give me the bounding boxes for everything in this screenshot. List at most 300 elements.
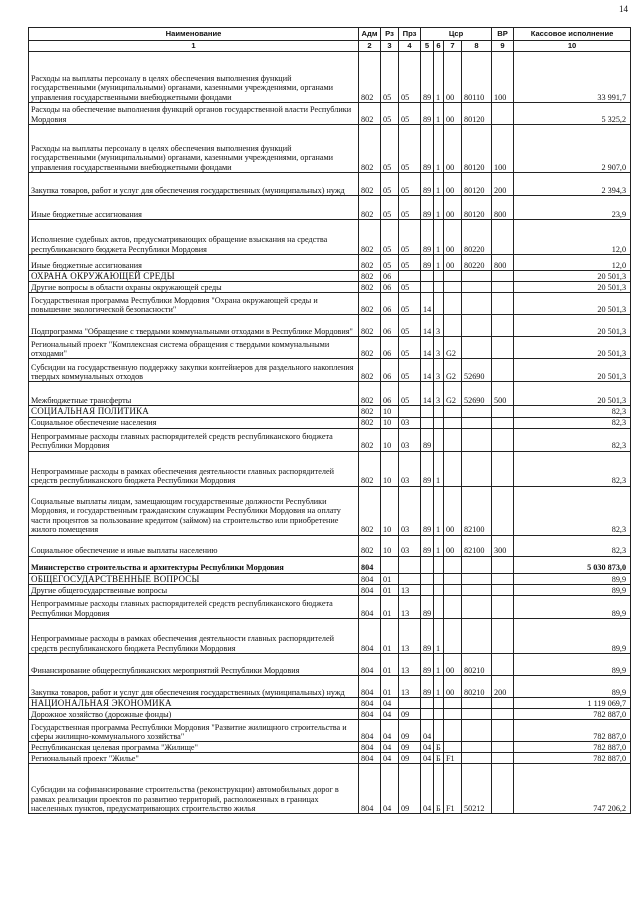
row-adm: 802 — [359, 382, 381, 406]
table-row — [29, 585, 631, 596]
row-csr-project — [444, 720, 462, 742]
row-csr-project — [444, 619, 462, 654]
row-rz: 04 — [381, 753, 399, 764]
table-row — [29, 173, 631, 196]
row-rz: 10 — [381, 535, 399, 556]
row-name: Расходы на выплаты персоналу в целях обеспечения выполнения функций государственными (муниципальными) органами, казенными учреждениями, органами управления государственными внебюджетными фондами — [29, 125, 359, 173]
row-prz: 05 — [399, 220, 421, 255]
row-name: Иные бюджетные ассигнования — [29, 255, 359, 271]
row-amount: 20 501,3 — [514, 359, 631, 382]
row-amount: 89,9 — [514, 619, 631, 654]
table-row — [29, 255, 631, 271]
row-prz — [399, 556, 421, 573]
row-adm: 802 — [359, 406, 381, 417]
row-name: Межбюджетные трансферты — [29, 382, 359, 406]
column-number-row — [29, 41, 631, 52]
table-row — [29, 742, 631, 753]
row-adm: 804 — [359, 720, 381, 742]
row-adm: 802 — [359, 486, 381, 535]
row-rz: 05 — [381, 125, 399, 173]
table-row — [29, 337, 631, 359]
row-amount: 89,9 — [514, 585, 631, 596]
row-amount: 82,3 — [514, 486, 631, 535]
row-amount: 782 887,0 — [514, 753, 631, 764]
row-adm: 804 — [359, 709, 381, 720]
row-rz: 04 — [381, 709, 399, 720]
row-csr-program — [421, 556, 434, 573]
col-num: 8 — [462, 41, 492, 52]
row-vr — [492, 709, 514, 720]
row-csr-project — [444, 742, 462, 753]
row-vr — [492, 337, 514, 359]
row-csr-subprogram — [434, 720, 444, 742]
row-csr-direction — [462, 556, 492, 573]
row-csr-program — [421, 282, 434, 293]
col-num: 7 — [444, 41, 462, 52]
row-rz: 01 — [381, 619, 399, 654]
row-prz: 03 — [399, 417, 421, 428]
row-name: Непрограммные расходы в рамках обеспечения деятельности главных распорядителей средств республиканского бюджета Республики Мордовия — [29, 619, 359, 654]
row-rz: 06 — [381, 359, 399, 382]
row-name: Региональный проект "Комплексная система обращения с твердыми коммунальными отходами" — [29, 337, 359, 359]
row-csr-program: 89 — [421, 255, 434, 271]
row-amount: 782 887,0 — [514, 720, 631, 742]
row-csr-subprogram — [434, 293, 444, 315]
row-csr-subprogram: 1 — [434, 173, 444, 196]
row-vr — [492, 619, 514, 654]
row-vr — [492, 720, 514, 742]
table-row — [29, 764, 631, 814]
row-rz: 06 — [381, 337, 399, 359]
row-csr-direction: 80210 — [462, 654, 492, 676]
row-rz: 10 — [381, 417, 399, 428]
row-csr-project: 00 — [444, 535, 462, 556]
row-csr-subprogram: 1 — [434, 619, 444, 654]
row-prz: 03 — [399, 535, 421, 556]
col-num: 9 — [492, 41, 514, 52]
row-csr-subprogram: 1 — [434, 535, 444, 556]
table-row — [29, 596, 631, 619]
row-adm: 802 — [359, 428, 381, 451]
row-vr — [492, 585, 514, 596]
header-csr: Цср — [421, 28, 492, 41]
row-csr-direction — [462, 742, 492, 753]
row-adm: 802 — [359, 535, 381, 556]
row-csr-subprogram: 1 — [434, 654, 444, 676]
row-vr — [492, 406, 514, 417]
row-csr-subprogram: 1 — [434, 220, 444, 255]
row-csr-direction — [462, 709, 492, 720]
row-adm: 802 — [359, 103, 381, 125]
row-csr-subprogram: 3 — [434, 315, 444, 337]
row-amount: 82,3 — [514, 451, 631, 486]
row-amount: 2 907,0 — [514, 125, 631, 173]
row-vr — [492, 753, 514, 764]
row-adm: 804 — [359, 619, 381, 654]
row-rz: 10 — [381, 406, 399, 417]
row-adm: 802 — [359, 52, 381, 103]
row-amount: 5 325,2 — [514, 103, 631, 125]
row-csr-program: 89 — [421, 596, 434, 619]
table-row — [29, 52, 631, 103]
row-csr-program: 89 — [421, 619, 434, 654]
row-csr-project: G2 — [444, 359, 462, 382]
row-rz: 06 — [381, 282, 399, 293]
row-vr: 200 — [492, 173, 514, 196]
row-adm: 804 — [359, 742, 381, 753]
row-csr-project — [444, 451, 462, 486]
row-csr-project: F1 — [444, 764, 462, 814]
row-csr-project: 00 — [444, 196, 462, 220]
row-vr — [492, 596, 514, 619]
row-csr-subprogram: 1 — [434, 52, 444, 103]
row-csr-program: 89 — [421, 535, 434, 556]
row-vr — [492, 764, 514, 814]
row-name: Иные бюджетные ассигнования — [29, 196, 359, 220]
row-csr-program: 04 — [421, 764, 434, 814]
row-csr-direction — [462, 753, 492, 764]
row-csr-direction: 80120 — [462, 173, 492, 196]
row-csr-direction — [462, 271, 492, 282]
row-csr-program: 89 — [421, 654, 434, 676]
row-name: Министерство строительства и архитектуры Республики Мордовия — [29, 556, 359, 573]
row-name: Непрограммные расходы в рамках обеспечения деятельности главных распорядителей средств республиканского бюджета Республики Мордовия — [29, 451, 359, 486]
row-vr — [492, 698, 514, 709]
row-csr-project: G2 — [444, 382, 462, 406]
row-csr-direction: 80220 — [462, 255, 492, 271]
row-adm: 804 — [359, 676, 381, 698]
row-name: Непрограммные расходы главных распорядителей средств республиканского бюджета Республики Мордовия — [29, 596, 359, 619]
row-prz — [399, 573, 421, 584]
row-vr: 300 — [492, 535, 514, 556]
row-adm: 802 — [359, 125, 381, 173]
table-row — [29, 428, 631, 451]
row-rz: 04 — [381, 764, 399, 814]
row-csr-program: 89 — [421, 676, 434, 698]
row-csr-program: 89 — [421, 103, 434, 125]
col-num: 6 — [434, 41, 444, 52]
row-name: НАЦИОНАЛЬНАЯ ЭКОНОМИКА — [29, 698, 359, 709]
row-csr-project: 00 — [444, 103, 462, 125]
row-csr-direction: 80120 — [462, 196, 492, 220]
row-csr-direction — [462, 428, 492, 451]
row-vr — [492, 315, 514, 337]
row-csr-project: 00 — [444, 125, 462, 173]
row-rz: 01 — [381, 676, 399, 698]
row-rz: 01 — [381, 573, 399, 584]
table-row — [29, 709, 631, 720]
row-csr-direction — [462, 417, 492, 428]
row-csr-project — [444, 293, 462, 315]
row-csr-project — [444, 573, 462, 584]
row-name: Непрограммные расходы главных распорядителей средств республиканского бюджета Республики Мордовия — [29, 428, 359, 451]
row-csr-project — [444, 282, 462, 293]
row-vr — [492, 742, 514, 753]
row-rz: 06 — [381, 315, 399, 337]
row-vr — [492, 282, 514, 293]
row-amount: 89,9 — [514, 676, 631, 698]
row-csr-direction: 82100 — [462, 486, 492, 535]
row-adm: 804 — [359, 753, 381, 764]
row-csr-subprogram: 3 — [434, 382, 444, 406]
row-vr: 200 — [492, 676, 514, 698]
row-prz: 09 — [399, 742, 421, 753]
row-amount: 82,3 — [514, 428, 631, 451]
header-row — [29, 28, 631, 41]
row-rz: 05 — [381, 52, 399, 103]
row-vr: 800 — [492, 196, 514, 220]
row-adm: 802 — [359, 220, 381, 255]
row-csr-direction — [462, 282, 492, 293]
row-csr-project — [444, 428, 462, 451]
row-amount: 89,9 — [514, 596, 631, 619]
col-num: 2 — [359, 41, 381, 52]
row-rz: 05 — [381, 255, 399, 271]
row-adm: 802 — [359, 173, 381, 196]
row-rz: 05 — [381, 173, 399, 196]
row-adm: 804 — [359, 585, 381, 596]
row-csr-subprogram: 1 — [434, 125, 444, 173]
row-name: Субсидии на софинансирование строительства (реконструкции) автомобильных дорог в рамках реализации проектов по развитию территорий, расположенных в границах населенных пунктов, предусматривающих строительство жилья — [29, 764, 359, 814]
row-csr-direction: 80210 — [462, 676, 492, 698]
row-prz: 05 — [399, 125, 421, 173]
row-adm: 804 — [359, 596, 381, 619]
row-prz: 05 — [399, 196, 421, 220]
row-csr-direction — [462, 720, 492, 742]
row-csr-project: G2 — [444, 337, 462, 359]
row-amount: 89,9 — [514, 573, 631, 584]
row-prz: 09 — [399, 720, 421, 742]
row-vr — [492, 451, 514, 486]
row-csr-program — [421, 417, 434, 428]
table-row — [29, 359, 631, 382]
row-amount: 20 501,3 — [514, 282, 631, 293]
row-csr-direction: 82100 — [462, 535, 492, 556]
row-vr — [492, 417, 514, 428]
row-csr-program: 04 — [421, 753, 434, 764]
row-prz: 13 — [399, 596, 421, 619]
row-adm: 804 — [359, 573, 381, 584]
table-row — [29, 103, 631, 125]
row-csr-program: 14 — [421, 359, 434, 382]
row-prz: 05 — [399, 315, 421, 337]
page-number: 14 — [619, 4, 628, 14]
row-csr-program — [421, 709, 434, 720]
row-csr-program: 04 — [421, 742, 434, 753]
row-name: Социальное обеспечение населения — [29, 417, 359, 428]
row-name: Расходы на обеспечение выполнения функций органов государственной власти Республики Мордовия — [29, 103, 359, 125]
row-prz: 05 — [399, 282, 421, 293]
table-row — [29, 125, 631, 173]
row-csr-subprogram: Б — [434, 742, 444, 753]
row-amount: 89,9 — [514, 654, 631, 676]
row-csr-subprogram: Б — [434, 753, 444, 764]
row-csr-project: 00 — [444, 255, 462, 271]
row-csr-subprogram: 1 — [434, 676, 444, 698]
row-csr-program — [421, 585, 434, 596]
row-csr-project: 00 — [444, 173, 462, 196]
row-amount: 12,0 — [514, 255, 631, 271]
row-rz: 06 — [381, 382, 399, 406]
col-num: 4 — [399, 41, 421, 52]
row-adm: 802 — [359, 271, 381, 282]
row-csr-direction: 80120 — [462, 125, 492, 173]
header-prz: Прз — [399, 28, 421, 41]
row-csr-subprogram: Б — [434, 764, 444, 814]
row-amount: 12,0 — [514, 220, 631, 255]
row-csr-direction — [462, 406, 492, 417]
row-rz: 04 — [381, 742, 399, 753]
row-prz: 03 — [399, 428, 421, 451]
row-rz: 01 — [381, 596, 399, 619]
table-row — [29, 451, 631, 486]
row-prz: 09 — [399, 753, 421, 764]
row-rz: 01 — [381, 654, 399, 676]
row-csr-project — [444, 698, 462, 709]
row-csr-direction: 80110 — [462, 52, 492, 103]
row-csr-project — [444, 417, 462, 428]
header-rz: Рз — [381, 28, 399, 41]
row-csr-program: 14 — [421, 315, 434, 337]
row-csr-program — [421, 698, 434, 709]
row-adm: 802 — [359, 337, 381, 359]
row-name: Другие общегосударственные вопросы — [29, 585, 359, 596]
row-csr-direction — [462, 585, 492, 596]
row-csr-project — [444, 406, 462, 417]
row-prz: 13 — [399, 619, 421, 654]
row-name: Расходы на выплаты персоналу в целях обеспечения выполнения функций государственными (муниципальными) органами, казенными учреждениями, органами управления государственными внебюджетными фондами — [29, 52, 359, 103]
row-csr-program — [421, 271, 434, 282]
row-name: Государственная программа Республики Мордовия "Охрана окружающей среды и повышение экологической безопасности" — [29, 293, 359, 315]
row-amount: 2 394,3 — [514, 173, 631, 196]
row-name: Финансирование общереспубликанских мероприятий Республики Мордовия — [29, 654, 359, 676]
row-vr — [492, 293, 514, 315]
row-amount: 782 887,0 — [514, 709, 631, 720]
row-csr-project: 00 — [444, 676, 462, 698]
row-csr-subprogram: 3 — [434, 359, 444, 382]
row-prz: 05 — [399, 103, 421, 125]
row-csr-direction: 52690 — [462, 382, 492, 406]
row-csr-direction — [462, 293, 492, 315]
row-csr-direction — [462, 315, 492, 337]
row-csr-subprogram — [434, 417, 444, 428]
row-rz: 10 — [381, 486, 399, 535]
budget-table — [28, 27, 631, 814]
row-prz: 05 — [399, 293, 421, 315]
table-row — [29, 753, 631, 764]
row-rz: 10 — [381, 451, 399, 486]
row-amount: 20 501,3 — [514, 293, 631, 315]
row-csr-project: 00 — [444, 486, 462, 535]
row-amount: 82,3 — [514, 406, 631, 417]
row-csr-program: 89 — [421, 125, 434, 173]
header-name: Наименование — [29, 28, 359, 41]
row-rz: 04 — [381, 720, 399, 742]
row-adm: 802 — [359, 315, 381, 337]
row-vr — [492, 556, 514, 573]
col-num: 1 — [29, 41, 359, 52]
row-vr — [492, 220, 514, 255]
row-adm: 802 — [359, 282, 381, 293]
row-vr — [492, 654, 514, 676]
row-amount: 33 991,7 — [514, 52, 631, 103]
row-name: Исполнение судебных актов, предусматривающих обращение взыскания на средства республиканского бюджета Республики Мордовия — [29, 220, 359, 255]
row-name: Республиканская целевая программа "Жилище" — [29, 742, 359, 753]
row-prz: 13 — [399, 585, 421, 596]
row-name: Подпрограмма "Обращение с твердыми коммунальными отходами в Республике Мордовия" — [29, 315, 359, 337]
row-csr-program: 89 — [421, 428, 434, 451]
row-name: Закупка товаров, работ и услуг для обеспечения государственных (муниципальных) нужд — [29, 173, 359, 196]
header-vr: ВР — [492, 28, 514, 41]
row-csr-project: F1 — [444, 753, 462, 764]
row-csr-subprogram: 1 — [434, 255, 444, 271]
table-row — [29, 282, 631, 293]
table-row — [29, 676, 631, 698]
table-row — [29, 293, 631, 315]
row-rz: 05 — [381, 103, 399, 125]
row-csr-subprogram — [434, 573, 444, 584]
row-vr — [492, 486, 514, 535]
row-csr-program: 89 — [421, 451, 434, 486]
row-adm: 804 — [359, 764, 381, 814]
row-csr-project: 00 — [444, 220, 462, 255]
row-adm: 802 — [359, 451, 381, 486]
row-prz — [399, 406, 421, 417]
table-row — [29, 535, 631, 556]
row-csr-project: 00 — [444, 52, 462, 103]
row-rz: 04 — [381, 698, 399, 709]
table-row — [29, 382, 631, 406]
row-csr-subprogram — [434, 556, 444, 573]
row-prz: 05 — [399, 52, 421, 103]
row-name: ОХРАНА ОКРУЖАЮЩЕЙ СРЕДЫ — [29, 271, 359, 282]
table-row — [29, 486, 631, 535]
row-vr: 500 — [492, 382, 514, 406]
row-amount: 20 501,3 — [514, 315, 631, 337]
row-csr-project — [444, 556, 462, 573]
row-adm: 802 — [359, 293, 381, 315]
row-amount: 20 501,3 — [514, 271, 631, 282]
row-vr: 100 — [492, 125, 514, 173]
row-csr-project — [444, 271, 462, 282]
row-csr-direction — [462, 573, 492, 584]
row-csr-project — [444, 596, 462, 619]
row-name: СОЦИАЛЬНАЯ ПОЛИТИКА — [29, 406, 359, 417]
row-amount: 747 206,2 — [514, 764, 631, 814]
row-vr — [492, 573, 514, 584]
table-row — [29, 271, 631, 282]
col-num: 3 — [381, 41, 399, 52]
row-csr-project — [444, 315, 462, 337]
row-vr — [492, 359, 514, 382]
row-csr-program: 14 — [421, 293, 434, 315]
row-csr-project: 00 — [444, 654, 462, 676]
row-csr-subprogram — [434, 282, 444, 293]
row-csr-direction — [462, 451, 492, 486]
row-name: Другие вопросы в области охраны окружающей среды — [29, 282, 359, 293]
row-csr-program: 14 — [421, 337, 434, 359]
table-row — [29, 196, 631, 220]
row-rz: 06 — [381, 293, 399, 315]
row-csr-subprogram: 1 — [434, 451, 444, 486]
row-prz: 05 — [399, 173, 421, 196]
row-adm: 804 — [359, 654, 381, 676]
row-csr-direction — [462, 337, 492, 359]
row-rz: 06 — [381, 271, 399, 282]
row-name: ОБЩЕГОСУДАРСТВЕННЫЕ ВОПРОСЫ — [29, 573, 359, 584]
row-csr-subprogram — [434, 698, 444, 709]
row-prz: 13 — [399, 654, 421, 676]
